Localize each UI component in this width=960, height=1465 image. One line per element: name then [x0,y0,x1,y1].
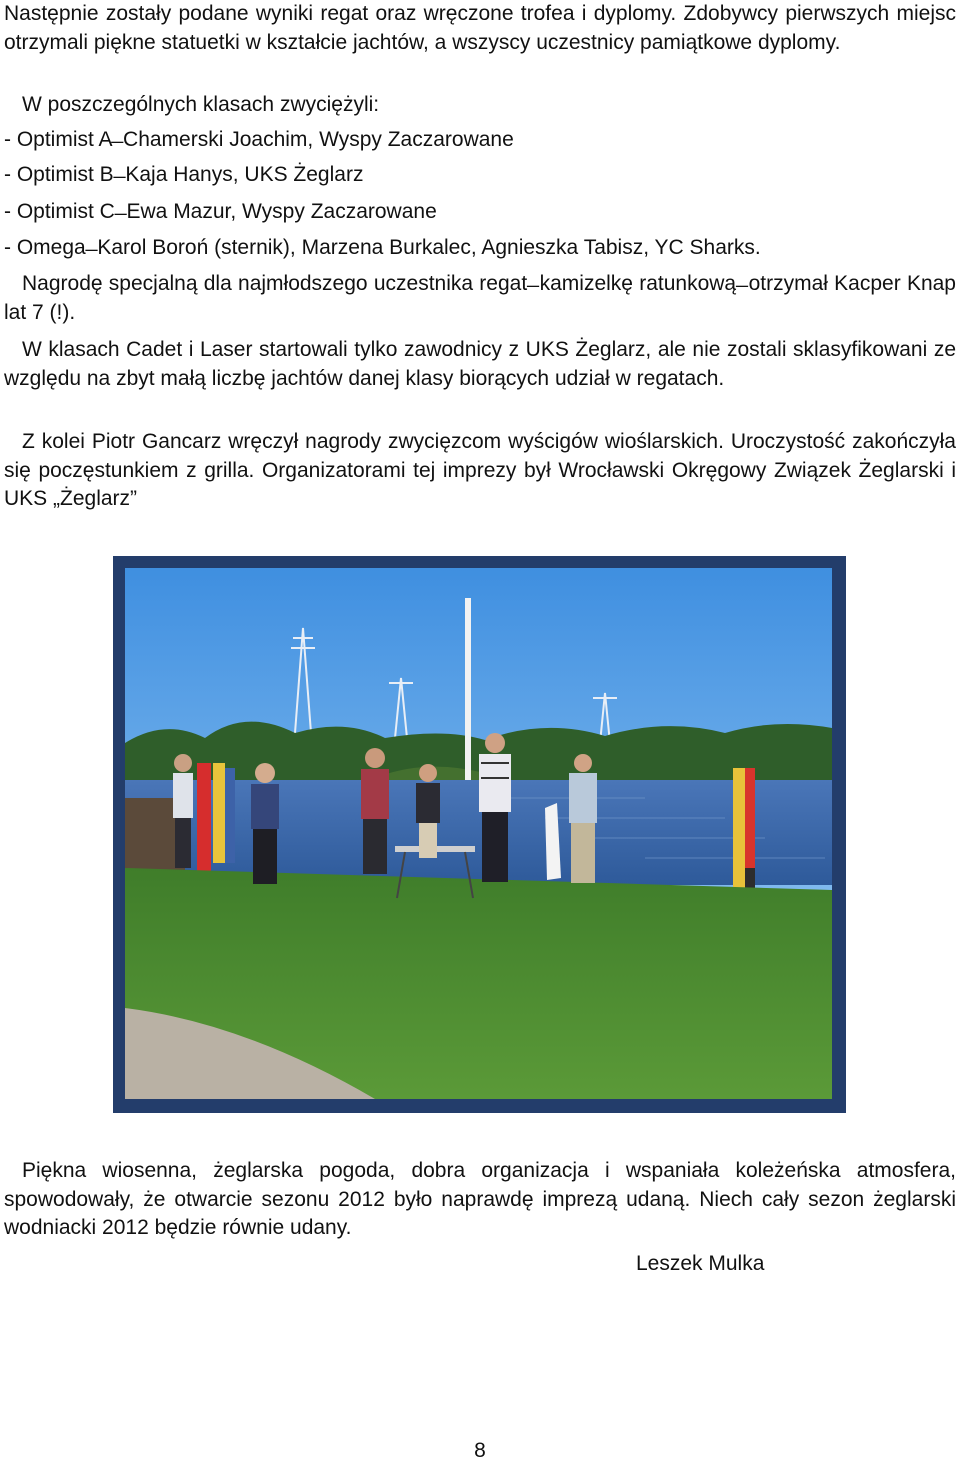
author-signature: Leszek Mulka [636,1252,765,1275]
intro-paragraph: Następnie zostały podane wyniki regat oraz wręczone trofea i dyplomy. Zdobywcy pierwszych miejsc otrzymali piękne statuetki w kształcie jachtów, a wszyscy uczestnicy pamiątkowe dyplomy. [4,2,956,54]
closing-paragraph: Piękna wiosenna, żeglarska pogoda, dobra organizacja i wspaniała koleżeńska atmosfera, spowodowały, że otwarcie sezonu 2012 było naprawdę imprezą udaną. Niech cały sezon żeglarski wodniacki 2012 będzie równie udany. [4,1159,956,1239]
event-photo-illustration [125,568,832,1099]
winner-omega: - Omega ̶ Karol Boroń (sternik), Marzena Burkalec, Agnieszka Tabisz, YC Sharks. [4,236,761,259]
event-photo-frame [113,556,846,1113]
gancarz-paragraph: Z kolei Piotr Gancarz wręczył nagrody zwycięzcom wyścigów wioślarskich. Uroczystość zakończyła się poczęstunkiem z grilla. Organizatorami tej imprezy był Wrocławski Okręgowy Związek Żeglarski i UKS „Żeglarz” [4,430,956,510]
winner-optimist-c: - Optimist C ̶ Ewa Mazur, Wyspy Zaczarowane [4,200,437,223]
winners-intro: W poszczególnych klasach zwyciężyli: [22,93,380,116]
cadet-laser-paragraph: W klasach Cadet i Laser startowali tylko zawodnicy z UKS Żeglarz, ale nie zostali sklasyfikowani ze względu na zbyt małą liczbę jachtów danej klasy biorących udział w regatach. [4,338,956,390]
winner-optimist-b: - Optimist B ̶ Kaja Hanys, UKS Żeglarz [4,163,364,186]
winner-optimist-a: - Optimist A ̶ Chamerski Joachim, Wyspy Zaczarowane [4,128,514,151]
special-award-paragraph: Nagrodę specjalną dla najmłodszego uczestnika regat ̶ kamizelkę ratunkową ̶ otrzymał Kacper Knap lat 7 (!). [4,272,956,324]
page-number: 8 [474,1439,486,1462]
event-photo [125,568,832,1099]
